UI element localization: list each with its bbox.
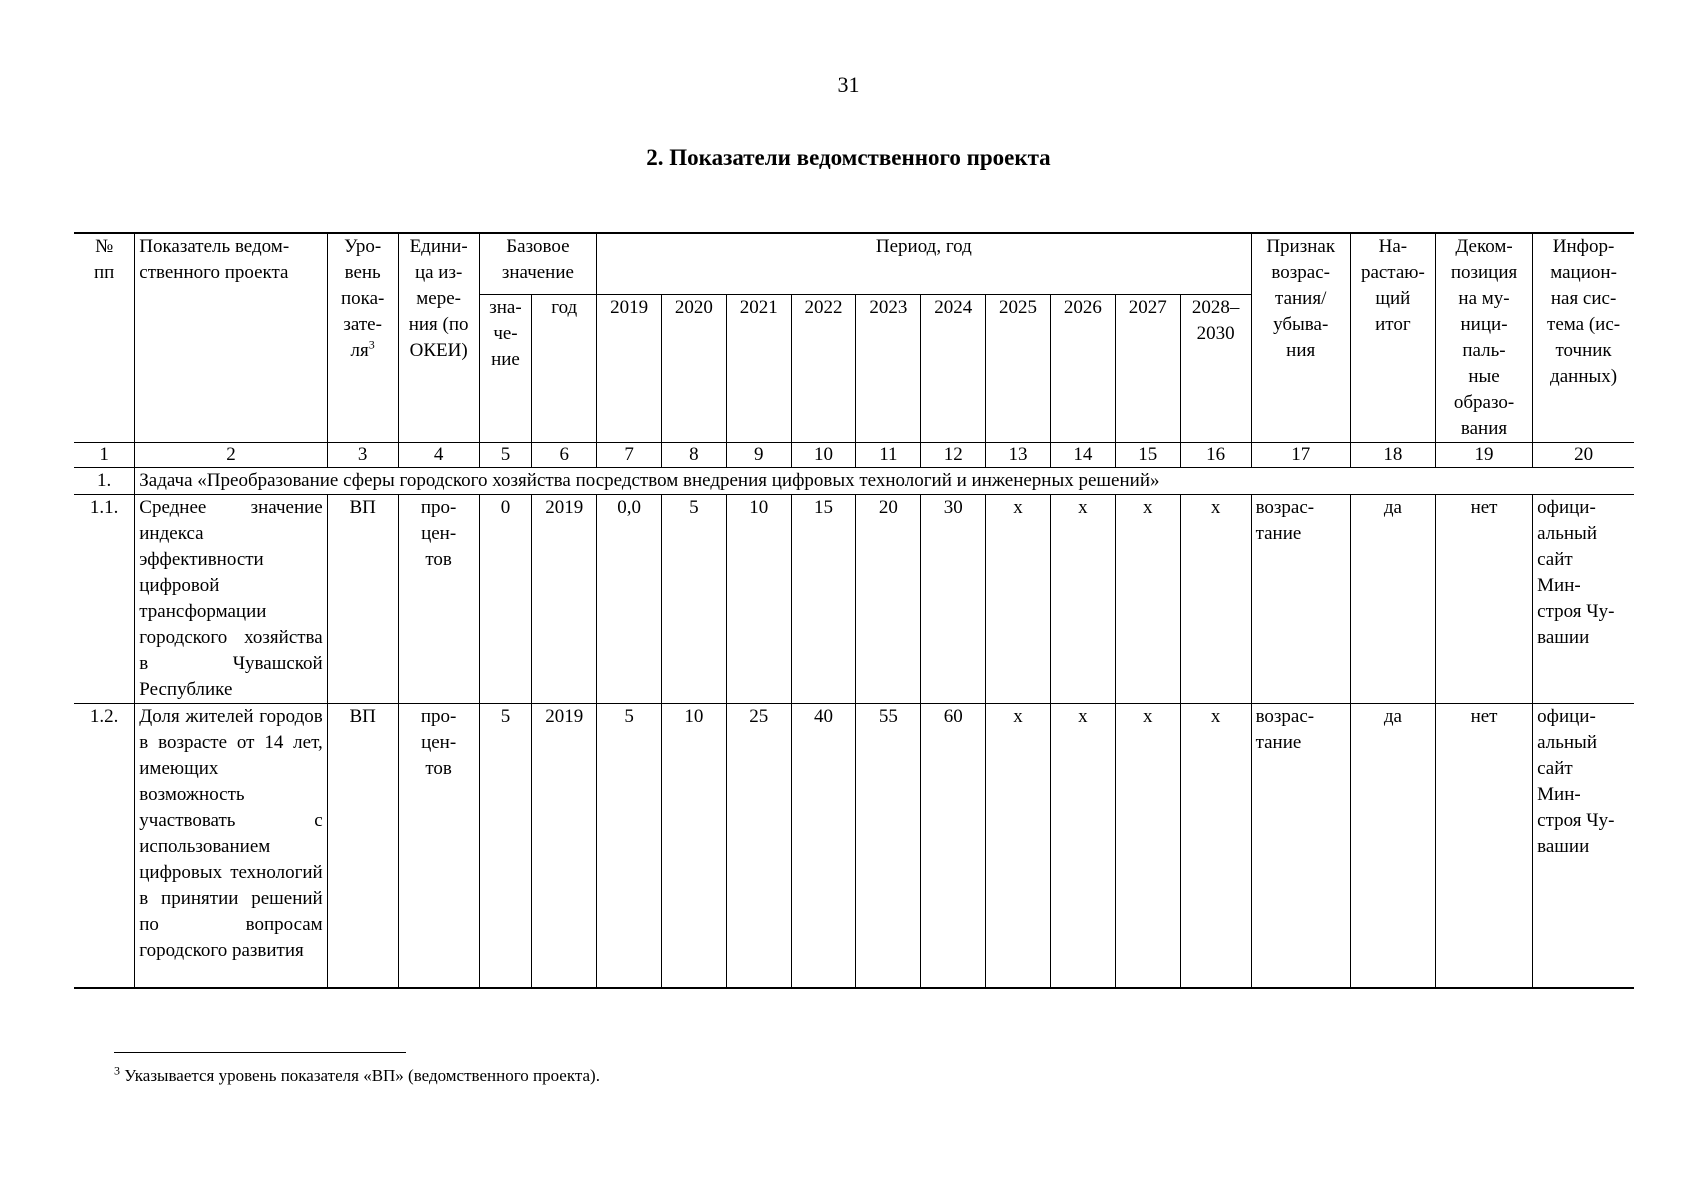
page-number: 31 bbox=[837, 72, 860, 97]
header-indicator: Показатель ведом- ственного проекта bbox=[135, 233, 327, 443]
row-year-value: 60 bbox=[921, 704, 986, 989]
row-unit: про- цен- тов bbox=[398, 495, 479, 704]
column-number: 1 bbox=[74, 443, 135, 468]
column-number: 11 bbox=[856, 443, 921, 468]
column-number: 4 bbox=[398, 443, 479, 468]
column-number: 20 bbox=[1533, 443, 1634, 468]
footnote-rule bbox=[114, 1052, 406, 1053]
column-number: 17 bbox=[1251, 443, 1350, 468]
row-year-value: 0,0 bbox=[597, 495, 662, 704]
header-year: 2024 bbox=[921, 295, 986, 443]
row-year-value: х bbox=[1115, 495, 1180, 704]
row-year-value: 5 bbox=[597, 704, 662, 989]
column-number: 18 bbox=[1350, 443, 1435, 468]
row-num: 1.2. bbox=[74, 704, 135, 989]
task-row bbox=[74, 468, 1634, 495]
header-base-value: зна- че- ние bbox=[479, 295, 532, 443]
row-trend: возрас- тание bbox=[1251, 495, 1350, 704]
row-base-value: 0 bbox=[479, 495, 532, 704]
header-row-1 bbox=[74, 233, 1634, 295]
row-trend: возрас- тание bbox=[1251, 704, 1350, 989]
row-year-value: 10 bbox=[726, 495, 791, 704]
column-number: 3 bbox=[327, 443, 398, 468]
header-year: 2027 bbox=[1115, 295, 1180, 443]
header-year: 2028– 2030 bbox=[1180, 295, 1251, 443]
row-year-value: х bbox=[1050, 704, 1115, 989]
column-number: 13 bbox=[986, 443, 1051, 468]
header-year: 2021 bbox=[726, 295, 791, 443]
row-cumulative: да bbox=[1350, 495, 1435, 704]
indicators-table bbox=[74, 232, 1634, 989]
row-year-value: 55 bbox=[856, 704, 921, 989]
row-year-value: х bbox=[1050, 495, 1115, 704]
column-number: 16 bbox=[1180, 443, 1251, 468]
column-number: 8 bbox=[661, 443, 726, 468]
row-cumulative: да bbox=[1350, 704, 1435, 989]
row-level: ВП bbox=[327, 495, 398, 704]
row-year-value: х bbox=[1180, 704, 1251, 989]
task-text: Задача «Преобразование сферы городского хозяйства посредством внедрения цифровых технологий и инженерных решений» bbox=[135, 468, 1634, 495]
row-base-value: 5 bbox=[479, 704, 532, 989]
footnote-marker: 3 bbox=[114, 1063, 120, 1078]
row-year-value: х bbox=[986, 704, 1051, 989]
column-number: 9 bbox=[726, 443, 791, 468]
header-year: 2023 bbox=[856, 295, 921, 443]
column-number: 6 bbox=[532, 443, 597, 468]
header-year: 2019 bbox=[597, 295, 662, 443]
task-num: 1. bbox=[74, 468, 135, 495]
row-year-value: 5 bbox=[661, 495, 726, 704]
row-year-value: 25 bbox=[726, 704, 791, 989]
page-title: 2. Показатели ведомственного проекта bbox=[646, 145, 1051, 170]
header-level: Уро- вень пока- зате- $ля^3$ bbox=[327, 233, 398, 443]
header-year: 2020 bbox=[661, 295, 726, 443]
footnote bbox=[114, 1063, 600, 1086]
column-number: 15 bbox=[1115, 443, 1180, 468]
table-row bbox=[74, 495, 1634, 704]
header-source: Инфор- мацион- ная сис- тема (ис- точник данных) bbox=[1533, 233, 1634, 443]
row-indicator: Среднее значение индекса эффективности цифровой трансформации городского хозяйства в Чувашской Республике bbox=[135, 495, 327, 704]
header-trend: Признак возрас- тания/ убыва- ния bbox=[1251, 233, 1350, 443]
row-source: офици- альный сайт Мин- строя Чу- вашии bbox=[1533, 495, 1634, 704]
footnote-text: Указывается уровень показателя «ВП» (ведомственного проекта). bbox=[120, 1066, 600, 1085]
column-number: 2 bbox=[135, 443, 327, 468]
header-base: Базовое значение bbox=[479, 233, 597, 295]
header-cumulative: На- растаю- щий итог bbox=[1350, 233, 1435, 443]
column-number: 7 bbox=[597, 443, 662, 468]
column-numbers-row bbox=[74, 443, 1634, 468]
header-year: 2022 bbox=[791, 295, 856, 443]
header-num: № пп bbox=[74, 233, 135, 443]
column-number: 5 bbox=[479, 443, 532, 468]
row-indicator: Доля жителей городов в возрасте от 14 лет, имеющих возможность участвовать с использованием цифровых технологий в принятии решений по вопросам городского развития bbox=[135, 704, 327, 989]
row-year-value: 10 bbox=[661, 704, 726, 989]
row-year-value: 20 bbox=[856, 495, 921, 704]
column-number: 12 bbox=[921, 443, 986, 468]
header-base-year: год bbox=[532, 295, 597, 443]
column-number: 19 bbox=[1435, 443, 1532, 468]
row-level: ВП bbox=[327, 704, 398, 989]
table-row bbox=[74, 704, 1634, 989]
row-decomposition: нет bbox=[1435, 495, 1532, 704]
row-decomposition: нет bbox=[1435, 704, 1532, 989]
row-year-value: 40 bbox=[791, 704, 856, 989]
header-decomposition: Деком- позиция на му- ници- паль- ные образо- вания bbox=[1435, 233, 1532, 443]
column-number: 14 bbox=[1050, 443, 1115, 468]
row-num: 1.1. bbox=[74, 495, 135, 704]
row-year-value: х bbox=[986, 495, 1051, 704]
header-year: 2026 bbox=[1050, 295, 1115, 443]
header-period: Период, год bbox=[597, 233, 1251, 295]
column-number: 10 bbox=[791, 443, 856, 468]
row-base-year: 2019 bbox=[532, 495, 597, 704]
row-unit: про- цен- тов bbox=[398, 704, 479, 989]
header-unit: Едини- ца из- мере- ния (по ОКЕИ) bbox=[398, 233, 479, 443]
row-year-value: 30 bbox=[921, 495, 986, 704]
row-year-value: х bbox=[1115, 704, 1180, 989]
row-base-year: 2019 bbox=[532, 704, 597, 989]
row-source: офици- альный сайт Мин- строя Чу- вашии bbox=[1533, 704, 1634, 989]
row-year-value: 15 bbox=[791, 495, 856, 704]
footnote-ref: 3 bbox=[368, 337, 375, 352]
header-year: 2025 bbox=[986, 295, 1051, 443]
row-year-value: х bbox=[1180, 495, 1251, 704]
